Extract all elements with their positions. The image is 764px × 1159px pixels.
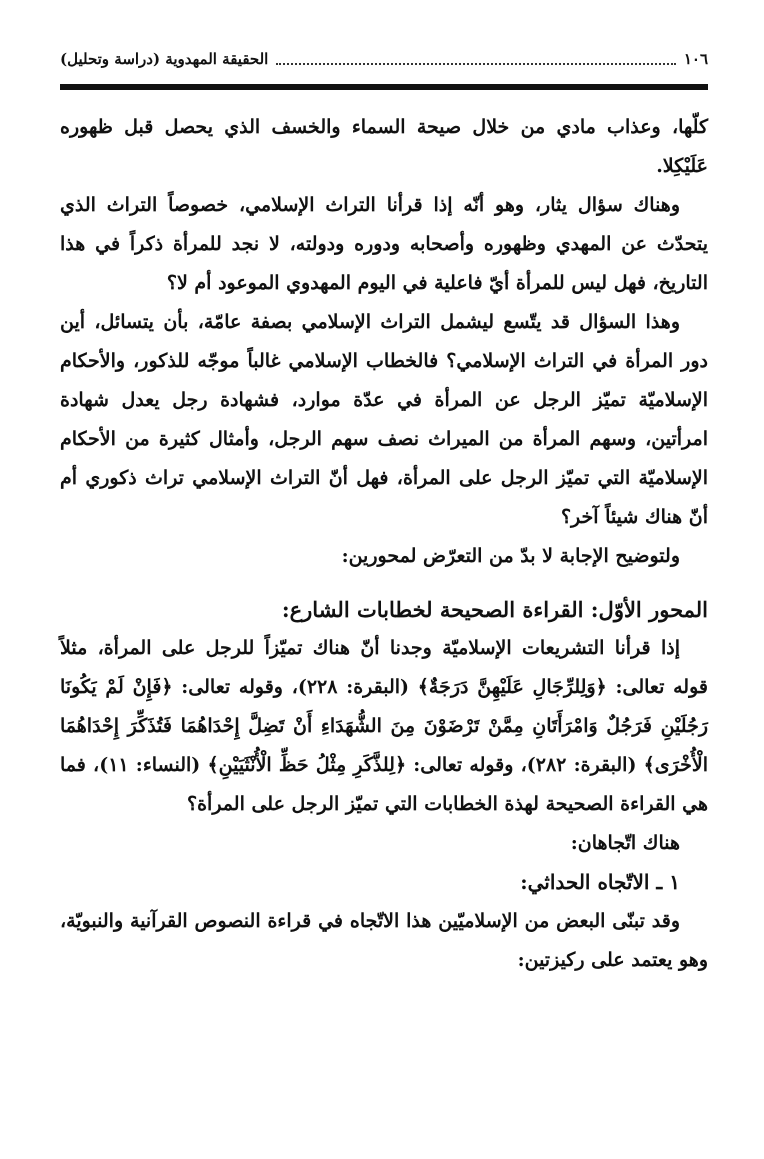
body-text [60, 108, 708, 980]
paragraph: وهذا السؤال قد يتّسع ليشمل التراث الإسلامي بصفة عامّة، بأن يتسائل، أين دور المرأة في التراث الإسلامي؟ فالخطاب الإسلامي غالباً موجّه للذكور، والأحكام الإسلاميّة تميّز الرجل عن المرأة في عدّة موارد، فشهادة رجل يعدل شهادة امرأتين، وسهم المرأة من الميراث نصف سهم الرجل، وأمثال كثيرة من الأحكام الإسلاميّة التي تميّز الرجل على المرأة، فهل أنّ التراث الإسلامي تراث ذكوري أم أنّ هناك شيئاً آخر؟ [60, 311, 708, 528]
paragraph: هناك اتّجاهان: [570, 832, 680, 854]
paragraph: وهناك سؤال يثار، وهو أنّه إذا قرأنا التراث الإسلامي، خصوصاً التراث الذي يتحدّث عن المهدي وظهوره وأصحابه ودوره ودولته، لا نجد للمرأة ذكراً في هذا التاريخ، فهل ليس للمرأة أيّ فاعلية في اليوم المهدوي الموعود أم لا؟ [60, 194, 708, 294]
paragraph: ولتوضيح الإجابة لا بدّ من التعرّض لمحورين: [341, 545, 680, 567]
section-heading: المحور الأوّل: القراءة الصحيحة لخطابات الشارع: [281, 597, 708, 622]
paragraph: وقد تبنّى البعض من الإسلاميّين هذا الاتّجاه في قراءة النصوص القرآنية والنبويّة، وهو يعتمد على ركيزتين: [60, 910, 708, 971]
running-header [60, 44, 708, 74]
header-dot-leader [276, 53, 675, 65]
paragraph: كلّها، وعذاب مادي من خلال صيحة السماء والخسف الذي يحصل قبل ظهوره عَلَيْكِلا. [60, 116, 708, 177]
paragraph: إذا قرأنا التشريعات الإسلاميّة وجدنا أنّ هناك تميّزاً للرجل على المرأة، مثلاً قوله تعالى: ﴿وَلِلرِّجَالِ عَلَيْهِنَّ دَرَجَةٌ﴾ (البقرة: ٢٢٨)، وقوله تعالى: ﴿فَإِنْ لَمْ يَكُونَا رَجُلَيْنِ فَرَجُلٌ وَامْرَأَتَانِ مِمَّنْ تَرْضَوْنَ مِنَ الشُّهَدَاءِ أَنْ تَضِلَّ إِحْدَاهُمَا فَتُذَكِّرَ إِحْدَاهُمَا الْأُخْرَى﴾ (البقرة: ٢٨٢)، وقوله تعالى: ﴿لِلذَّكَرِ مِثْلُ حَظِّ الْأُنْثَيَيْنِ﴾ (النساء: ١١)، فما هي القراءة الصحيحة لهذة الخطابات التي تميّز الرجل على المرأة؟ [60, 637, 708, 815]
running-title: الحقيقة المهدوية (دراسة وتحليل) [60, 50, 269, 68]
header-rule [60, 84, 708, 90]
page-number: ١٠٦ [683, 50, 708, 68]
subsection-heading: ١ ـ الاتّجاه الحداثي: [520, 870, 680, 894]
